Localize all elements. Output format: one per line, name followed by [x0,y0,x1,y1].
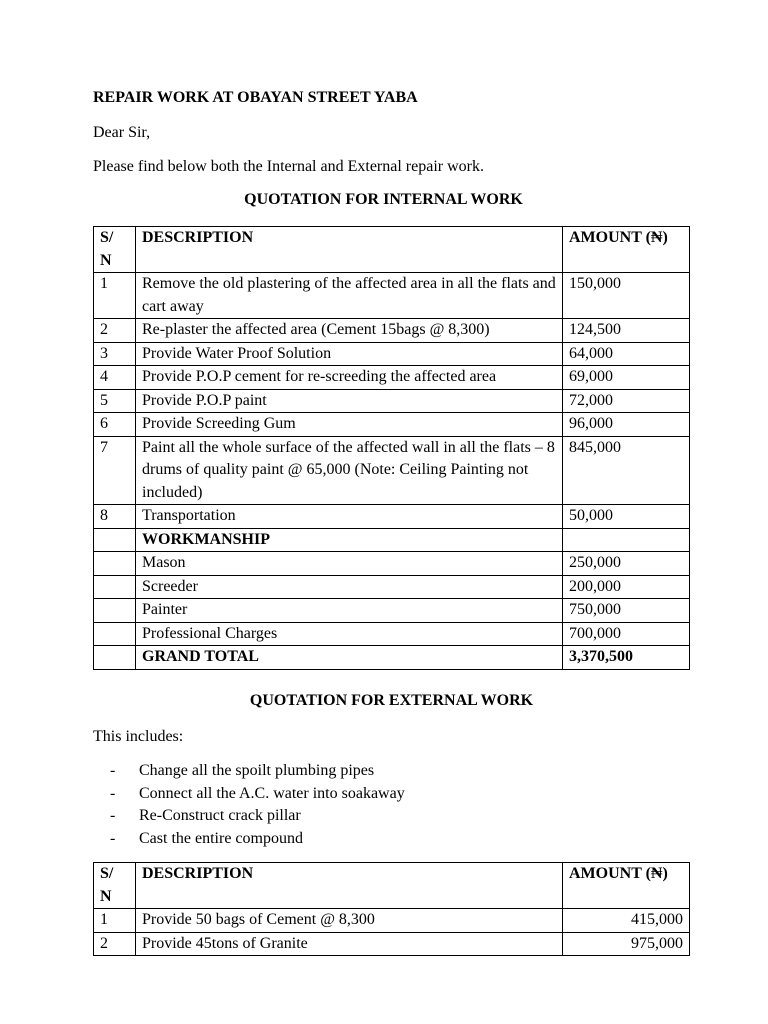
row-description: Re-plaster the affected area (Cement 15bags @ 8,300) [136,319,563,343]
table-row [94,909,690,933]
bullet-dash: - [110,762,116,779]
table-row [94,932,690,956]
row-amount: 50,000 [563,505,690,529]
salutation: Dear Sir, [93,124,151,141]
row-amount: 750,000 [563,599,690,623]
row-amount: 250,000 [563,552,690,576]
row-amount: 150,000 [563,273,690,319]
table-row [94,436,690,505]
row-amount: 72,000 [563,389,690,413]
table-row [94,319,690,343]
row-description: Provide P.O.P cement for re-screeding the affected area [136,366,563,390]
document-title: REPAIR WORK AT OBAYAN STREET YABA [93,89,418,106]
row-description: Provide 45tons of Granite [136,932,563,956]
bullet-text: Change all the spoilt plumbing pipes [139,762,375,779]
bullet-dash: - [110,829,116,847]
row-description: Screeder [136,575,563,599]
list-item [110,760,405,783]
row-amount: 124,500 [563,319,690,343]
intro-paragraph: Please find below both the Internal and External repair work. [93,158,484,175]
row-amount: 700,000 [563,622,690,646]
row-description: Painter [136,599,563,623]
row-sn: 4 [94,366,136,390]
bullet-text: Re-Construct crack pillar [139,807,301,824]
row-amount: 415,000 [563,909,690,933]
table-row [94,505,690,529]
workmanship-row [94,528,690,552]
header-sn: S/ N [94,227,136,273]
internal-quotation-table [93,226,690,670]
bullet-dash: - [110,807,116,824]
row-sn [94,552,136,576]
row-description: Provide Screeding Gum [136,413,563,437]
row-amount: 96,000 [563,413,690,437]
row-description: Provide P.O.P paint [136,389,563,413]
table-row [94,413,690,437]
table-row [94,366,690,390]
row-description: Remove the old plastering of the affected area in all the flats and cart away [136,273,563,319]
row-sn: 6 [94,413,136,437]
row-sn: 1 [94,273,136,319]
row-sn [94,575,136,599]
header-sn: S/ N [94,863,136,909]
row-amount: 64,000 [563,342,690,366]
table-header-row [94,863,690,909]
row-amount: 975,000 [563,932,690,956]
external-work-bullet-list [110,760,405,850]
table-row [94,342,690,366]
bullet-text: Connect all the A.C. water into soakaway [139,784,405,802]
includes-label: This includes: [93,728,184,745]
list-item [110,828,405,851]
header-amount: AMOUNT (₦) [563,227,690,273]
row-description: Provide Water Proof Solution [136,342,563,366]
row-amount: 200,000 [563,575,690,599]
row-description: Transportation [136,505,563,529]
row-sn: 3 [94,342,136,366]
header-amount: AMOUNT (₦) [563,863,690,909]
header-description: DESCRIPTION [136,863,563,909]
grand-total-row [94,646,690,670]
row-sn: 7 [94,436,136,505]
external-work-heading: QUOTATION FOR EXTERNAL WORK [249,692,534,709]
row-sn: 8 [94,505,136,529]
table-row [94,575,690,599]
bullet-text: Cast the entire compound [139,829,303,847]
row-description: Provide 50 bags of Cement @ 8,300 [136,909,563,933]
table-row [94,552,690,576]
table-header-row [94,227,690,273]
internal-work-heading: QUOTATION FOR INTERNAL WORK [244,191,523,208]
row-description: Professional Charges [136,622,563,646]
list-item [110,783,405,806]
bullet-dash: - [110,784,116,802]
row-sn: 5 [94,389,136,413]
grand-total-label: GRAND TOTAL [136,646,563,670]
row-sn: 2 [94,319,136,343]
table-row [94,622,690,646]
table-row [94,389,690,413]
table-row [94,273,690,319]
header-description: DESCRIPTION [136,227,563,273]
row-sn: 2 [94,932,136,956]
row-sn [94,599,136,623]
row-amount: 69,000 [563,366,690,390]
row-description: Mason [136,552,563,576]
list-item [110,805,405,828]
row-sn [94,622,136,646]
grand-total-amount: 3,370,500 [563,646,690,670]
row-description: Paint all the whole surface of the affected wall in all the flats – 8 drums of quality paint @ 65,000 (Note: Ceiling Painting not included) [136,436,563,505]
external-quotation-table [93,862,690,956]
workmanship-label: WORKMANSHIP [136,528,563,552]
row-amount: 845,000 [563,436,690,505]
row-sn: 1 [94,909,136,933]
table-row [94,599,690,623]
